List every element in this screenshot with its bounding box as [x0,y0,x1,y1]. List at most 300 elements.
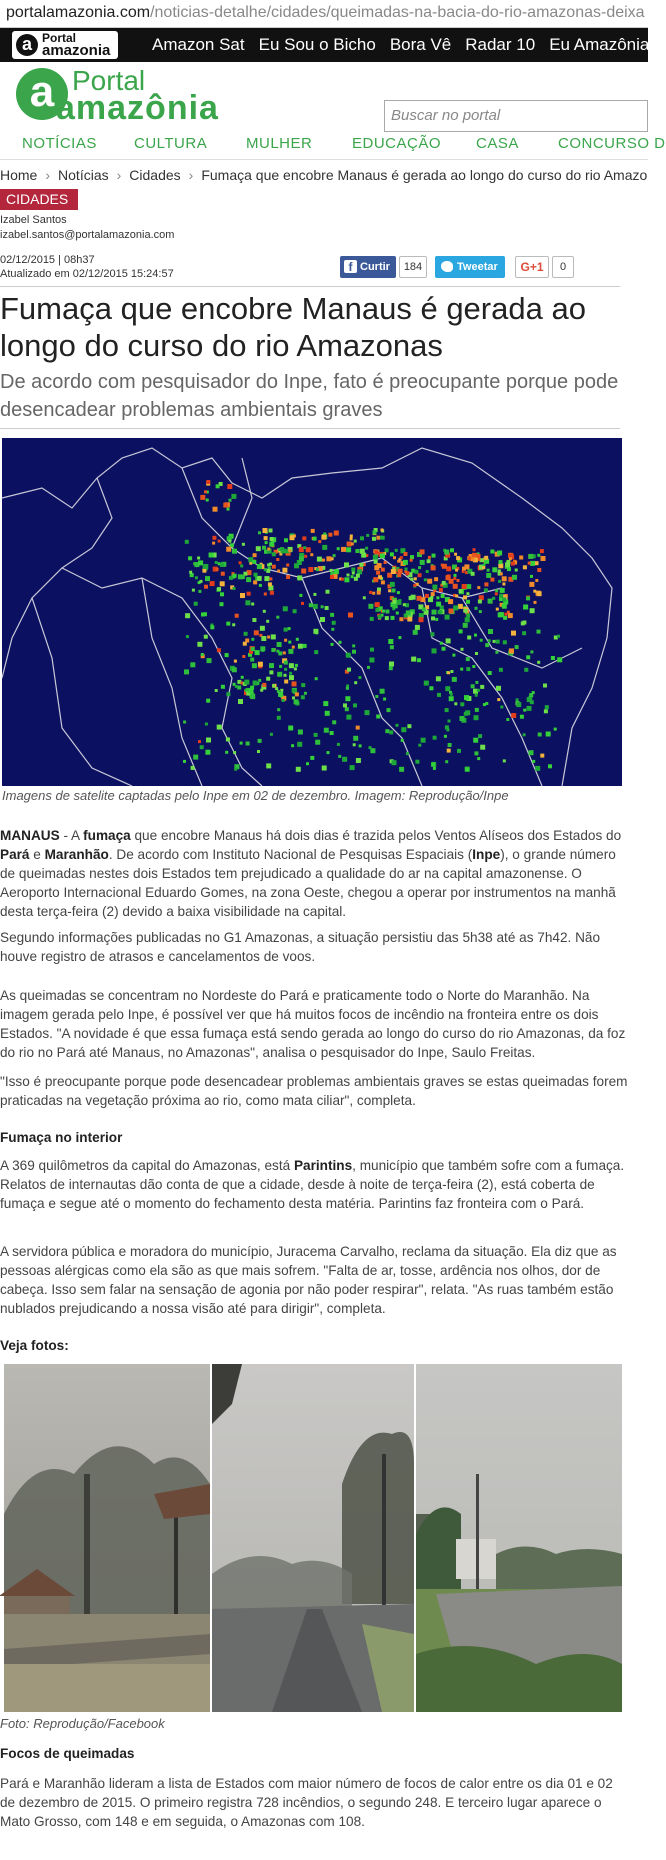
fire-hotspot-hot [221,572,225,576]
fire-hotspot-hot [511,562,515,566]
fire-hotspot [530,561,535,566]
fire-hotspot [270,537,274,541]
fire-hotspot-hot [484,582,488,586]
fire-hotspot [197,557,200,560]
fire-hotspot [526,596,530,600]
fire-hotspot [406,610,411,615]
fire-hotspot [284,628,288,632]
breadcrumb-home[interactable]: Home [0,167,38,183]
fire-hotspot [353,703,357,707]
fire-hotspot-hot [375,602,380,607]
nav-item-concurso[interactable]: CONCURSO D [558,135,666,152]
search-input[interactable]: Buscar no portal [384,100,648,132]
fire-hotspot [323,701,328,706]
fire-hotspot [493,640,496,643]
logo-portal-text: Portal [72,65,146,96]
fire-hotspot [345,696,350,701]
fire-hotspot [260,646,265,651]
fire-hotspot-hot [381,568,385,572]
fire-hotspot [195,576,198,579]
fire-hotspot [522,621,526,625]
fire-hotspot [278,692,283,697]
fire-hotspot-hot [374,550,378,554]
network-links [152,28,663,62]
fire-hotspot-hot [286,575,290,579]
fire-hotspot [466,600,470,604]
fire-hotspot [445,615,450,620]
category-badge[interactable]: CIDADES [0,189,78,210]
fire-hotspot-hot [434,577,438,581]
fire-hotspot [251,603,254,606]
fire-hotspot [320,617,325,622]
fire-hotspot [279,665,282,668]
fire-hotspot [515,645,519,649]
author-email[interactable]: izabel.santos@portalamazonia.com [0,229,175,241]
fire-hotspot-hot [220,581,225,586]
fire-hotspot [289,672,292,675]
twitter-bird-icon [441,261,453,272]
browser-url-bar[interactable] [0,0,648,28]
byline [0,213,174,243]
topbar-link-amazon-sat[interactable]: Amazon Sat [152,35,245,54]
fire-hotspot [325,606,329,610]
fire-hotspot [507,567,511,571]
fire-hotspot [194,602,198,606]
fire-hotspot-hot [417,596,422,601]
fire-hotspot [492,567,497,572]
fire-hotspot-hot [453,584,458,589]
fire-hotspot-hot [509,557,512,560]
fire-hotspot [288,726,293,731]
fire-hotspot-hot [372,592,375,595]
fire-hotspot-hot [528,562,531,565]
fire-hotspot [292,696,295,699]
text-span: A 369 quilômetros da capital do Amazonas, está [0,1158,294,1173]
breadcrumb-noticias[interactable]: Notícias [58,167,109,183]
fire-hotspot [232,667,237,672]
bold-term: Parintins [293,1158,353,1173]
fire-hotspot-hot [378,575,382,579]
fire-hotspot-hot [448,599,453,604]
fire-hotspot-hot [204,490,207,493]
fire-hotspot [537,554,540,557]
fire-hotspot-hot [267,636,270,639]
fire-hotspot [231,494,236,499]
fire-hotspot [184,669,189,674]
topbar-link-bora-ve[interactable]: Bora Vê [389,35,452,54]
facebook-like-button[interactable] [340,256,396,278]
fire-hotspot [475,681,478,684]
fire-hotspot [503,640,507,644]
fire-hotspot [215,561,218,564]
fire-hotspot [515,569,518,572]
fire-hotspot [315,677,318,680]
fire-hotspot [245,600,250,605]
fire-hotspot [474,634,477,637]
fire-hotspot-hot [388,589,391,592]
smoke-photo-2[interactable] [212,1364,414,1712]
fire-hotspot [350,765,355,770]
fire-hotspot [520,715,524,719]
url-domain: portalamazonia.com [6,4,151,21]
fire-hotspot [354,681,357,684]
fire-hotspot [289,675,294,680]
fire-hotspot [197,642,202,647]
fire-hotspot-hot [356,726,360,730]
fire-hotspot [346,547,351,552]
smoke-photo-1[interactable] [4,1364,210,1712]
google-plus-button[interactable]: G+1 [515,256,549,278]
fire-hotspot-hot [217,648,221,652]
fire-hotspot [203,564,208,569]
fire-hotspot [512,575,517,580]
fire-hotspot-hot [457,579,460,582]
fire-hotspot [372,537,376,541]
fire-hotspot [257,750,260,753]
category-nav [0,132,666,160]
fire-hotspot [217,587,221,591]
fire-hotspot [477,757,480,760]
fire-hotspot-hot [414,577,417,580]
fire-hotspot-hot [404,552,408,556]
fire-hotspot [260,626,265,631]
fire-hotspot [228,540,231,543]
fire-hotspot [313,629,318,634]
fire-hotspot-hot [302,536,306,540]
fire-hotspot [415,625,420,630]
fire-hotspot [221,685,225,689]
fire-hotspot-hot [509,648,514,653]
breadcrumb-cidades[interactable]: Cidades [129,167,181,183]
fire-hotspot [450,548,454,552]
fire-hotspot [446,728,449,731]
fire-hotspot [365,710,370,715]
fire-hotspot-hot [407,617,412,622]
article-dates [0,253,174,281]
fire-hotspot-hot [455,594,458,597]
article-paragraph-7: Pará e Maranhão lideram a lista de Estados com maior número de focos de calor entre os dia 01 e 02 de dezembro de 2015. O primeiro registra 728 incêndios, o segundo 248. E terceiro lugar aparece o Mato Grosso, com 148 e em seguida, o Amazonas com 108. [0,1776,613,1829]
fire-hotspot [246,577,251,582]
fire-hotspot [448,720,451,723]
fire-hotspot [315,740,320,745]
fire-hotspot-hot [535,561,539,565]
fire-hotspot [409,596,413,600]
fire-hotspot [299,556,304,561]
fire-hotspot [330,613,334,617]
twitter-tweet-button[interactable] [435,256,505,278]
fire-hotspot [366,534,369,537]
fire-hotspot [388,639,393,644]
fire-hotspot [291,744,294,747]
author-name: Izabel Santos [0,214,67,226]
fire-hotspot [396,612,399,615]
fire-hotspot-hot [341,578,344,581]
fire-hotspot-hot [496,608,499,611]
fire-hotspot [337,547,340,550]
fire-hotspot [459,629,463,633]
fire-hotspot [365,547,368,550]
topbar-link-eu-amazonia[interactable]: Eu Amazônia [549,35,650,54]
fire-hotspot [294,699,299,704]
fire-hotspot [432,585,437,590]
fire-hotspot [454,702,457,705]
text-span: . De acordo com Instituto Nacional de Pesquisas Espaciais ( [108,847,473,862]
fire-hotspot [198,590,201,593]
fire-hotspot-hot [242,655,245,658]
fire-hotspot [475,607,478,610]
fire-hotspot [185,540,189,544]
fire-hotspot [301,683,305,687]
fire-hotspot [380,536,383,539]
fire-hotspot [523,733,526,736]
fire-hotspot [498,580,501,583]
fire-hotspot [488,629,493,634]
fire-hotspot [445,760,448,763]
fire-hotspot [232,623,235,626]
topbar-link-eu-sou-o-bicho[interactable]: Eu Sou o Bicho [258,35,376,54]
fire-hotspot [424,681,429,686]
fire-hotspot [269,663,274,668]
fire-hotspot [363,596,366,599]
fire-hotspot [436,596,439,599]
fire-hotspot [227,508,230,511]
fire-hotspot [331,643,334,646]
fire-hotspot [292,689,296,693]
fire-hotspot-hot [268,582,272,586]
fire-hotspot-hot [212,536,216,540]
fire-hotspot [206,499,209,502]
fire-hotspot-hot [282,568,287,573]
fire-hotspot [466,667,470,671]
fire-hotspot [496,640,500,644]
fire-hotspot-hot [511,631,516,636]
fire-hotspot-hot [295,692,299,696]
fire-hotspot [299,594,302,597]
fire-hotspot-hot [427,579,432,584]
portal-amazonia-mini-logo[interactable] [12,31,118,59]
bold-term: fumaça [83,828,131,843]
fire-hotspot [258,679,261,682]
fire-hotspot [345,707,349,711]
fire-hotspot-hot [304,555,307,558]
fire-hotspot [452,654,455,657]
fire-hotspot-hot [540,754,544,758]
fire-hotspot [280,547,284,551]
fire-hotspot [516,702,521,707]
fire-hotspot [505,562,510,567]
fire-hotspot [530,608,535,613]
fire-hotspot-hot [473,548,476,551]
fire-hotspot-hot [206,480,210,484]
fire-hotspot [385,729,389,733]
fire-hotspot [296,638,299,641]
fire-hotspot [442,581,446,585]
nav-item-casa[interactable]: CASA [476,135,519,152]
fire-hotspot [233,574,237,578]
fire-hotspot [352,650,356,654]
fire-hotspot [473,738,478,743]
text-span: e [29,847,45,862]
fire-hotspot [389,666,393,670]
fire-hotspot [453,605,458,610]
fire-hotspot-hot [497,698,500,701]
fire-hotspot [346,653,351,658]
fire-hotspot-hot [351,542,354,545]
fire-hotspot [205,750,210,755]
fire-hotspot [528,554,533,559]
fire-hotspot-hot [264,593,267,596]
fire-hotspot [401,727,406,732]
fire-hotspot-hot [462,584,467,589]
fire-hotspot-hot [212,542,215,545]
fire-hotspot [198,560,203,565]
fire-hotspot [313,537,317,541]
fire-hotspot [497,551,502,556]
fire-hotspot [523,605,528,610]
fire-hotspot [310,756,314,760]
fire-hotspot [220,592,224,596]
fire-hotspot-hot [463,595,467,599]
fire-hotspot-hot [381,580,385,584]
fire-hotspot [284,538,288,542]
fire-hotspot [233,587,236,590]
fire-hotspot-hot [502,583,505,586]
fire-hotspot-hot [198,740,201,743]
fire-hotspot-hot [284,680,288,684]
fire-hotspot-hot [306,547,311,552]
fire-hotspot [293,609,297,613]
fire-hotspot [551,656,555,660]
fire-hotspot-hot [447,671,450,674]
fire-hotspot-hot [431,592,435,596]
fire-hotspot-hot [384,561,387,564]
fire-hotspot [216,484,220,488]
fire-hotspot [238,699,243,704]
fire-hotspot-hot [455,569,458,572]
fire-hotspot [529,750,534,755]
fire-hotspot [266,677,270,681]
fire-hotspot [503,759,506,762]
fire-hotspot [433,767,436,770]
fire-hotspot [478,734,482,738]
fire-hotspot [347,668,351,672]
fire-hotspot [226,737,230,741]
fire-hotspot [367,666,370,669]
fire-hotspot [206,699,210,703]
divider [0,428,620,429]
fire-hotspot-hot [216,568,219,571]
fire-hotspot [186,635,189,638]
fire-hotspot [358,676,361,679]
nav-item-mulher[interactable]: MULHER [246,135,313,152]
fire-hotspot [277,642,282,647]
fire-hotspot-hot [381,529,384,532]
fire-hotspot [229,499,232,502]
fire-hotspot [557,635,560,638]
fire-hotspot [183,760,186,763]
fire-hotspot [325,711,330,716]
fire-hotspot [442,647,446,651]
site-logo[interactable] [16,66,246,126]
fire-hotspot-hot [431,565,436,570]
fire-hotspot [233,751,236,754]
fire-hotspot-hot [264,536,268,540]
topbar-link-radar-10[interactable]: Radar 10 [465,35,536,54]
fire-hotspot-hot [240,593,245,598]
fire-hotspot-hot [425,594,429,598]
fire-hotspot-hot [442,564,447,569]
fire-hotspot [351,575,354,578]
fire-hotspot-hot [535,579,538,582]
fire-hotspot [189,571,192,574]
fire-hotspot [441,594,445,598]
fire-hotspot [479,610,482,613]
fire-hotspot [185,613,190,618]
fire-hotspot [284,674,287,677]
fire-hotspot [454,574,457,577]
fire-hotspot-hot [397,573,401,577]
fire-hotspot-hot [272,565,276,569]
fire-hotspot [190,662,195,667]
fire-hotspot-hot [292,681,297,686]
fire-hotspot [250,694,255,699]
facebook-like-count: 184 [399,256,427,278]
fire-hotspot [298,644,303,649]
fire-hotspot [460,702,464,706]
nav-item-noticias[interactable]: NOTÍCIAS [22,135,97,152]
fire-hotspot [532,691,535,694]
fire-hotspot [373,531,377,535]
fire-hotspot-hot [447,749,451,753]
fire-hotspot [422,607,426,611]
fire-hotspot-hot [318,540,321,543]
fire-hotspot [288,641,291,644]
fire-hotspot [183,721,186,724]
smoke-photo-3[interactable] [416,1364,622,1712]
fire-hotspot-hot [477,554,481,558]
fire-hotspot [277,716,281,720]
fire-hotspot [338,755,341,758]
fire-hotspot-hot [454,553,457,556]
fire-hotspot [506,718,509,721]
subheading-interior: Fumaça no interior [0,1130,123,1145]
nav-item-cultura[interactable]: CULTURA [134,135,208,152]
fire-hotspot [306,762,309,765]
fire-hotspot [486,573,491,578]
fire-hotspot-hot [377,563,382,568]
fire-hotspot [355,549,359,553]
fire-hotspot-hot [283,651,286,654]
fire-hotspot [530,575,533,578]
fire-hotspot [406,752,409,755]
fire-hotspot [430,632,434,636]
fire-hotspot [303,644,307,648]
fire-hotspot-hot [391,569,396,574]
fire-hotspot [263,610,266,613]
fire-hotspot-hot [534,601,537,604]
fire-hotspot [242,543,245,546]
fire-hotspot-hot [373,577,378,582]
fire-hotspot [240,742,243,745]
fire-hotspot [294,667,297,670]
fire-hotspot-hot [369,591,372,594]
nav-item-educacao[interactable]: EDUCAÇÃO [352,135,442,152]
fire-hotspot [207,658,212,663]
fire-hotspot [229,576,233,580]
fire-hotspot [203,612,207,616]
fire-hotspot-hot [484,556,488,560]
article-paragraph-3: As queimadas se concentram no Nordeste do Pará e praticamente todo o Norte do Maranhão. Na imagem gerada pelo Inpe, é possível ver que há muitos focos de incêndio na fronteira entre os dois Estados. "A novidade é que essa fumaça está sendo gerada ao longo do curso do rio Amazonas, da foz do rio no Pará até Manaus, no Amazonas", analisa o pesquisador do Inpe, Saulo Freitas. [0,988,626,1060]
